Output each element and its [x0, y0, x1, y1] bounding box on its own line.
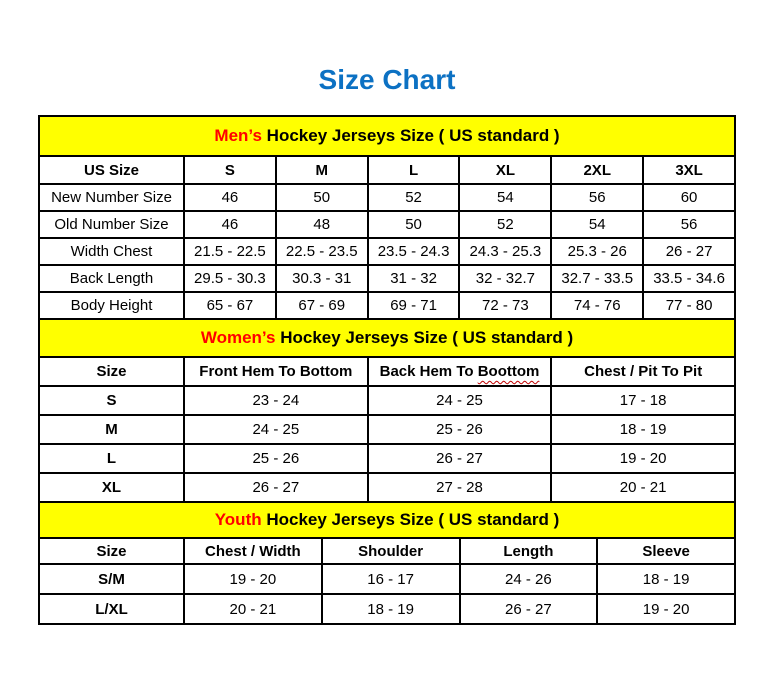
cell: 50 [276, 184, 368, 211]
cell: 48 [276, 211, 368, 238]
col-header: S [184, 156, 276, 184]
cell: 56 [551, 184, 643, 211]
table-row [39, 184, 735, 211]
page-title: Size Chart [318, 64, 456, 95]
youth-section-banner [39, 502, 735, 538]
table-row [39, 292, 735, 319]
table-row [39, 265, 735, 292]
mens-section-banner [39, 116, 735, 156]
table-row [39, 473, 735, 502]
cell: 29.5 - 30.3 [184, 265, 276, 292]
col-header-text: Back Hem To [379, 363, 478, 380]
cell: 22.5 - 23.5 [276, 238, 368, 265]
row-label: S/M [39, 564, 184, 594]
cell: 25 - 26 [184, 444, 368, 473]
col-header-misspelled [368, 357, 552, 386]
cell: 56 [643, 211, 735, 238]
spellcheck-underlined-word: Boottom [477, 363, 540, 380]
cell: 17 - 18 [551, 386, 735, 415]
table-row [39, 386, 735, 415]
cell: 46 [184, 184, 276, 211]
cell: 26 - 27 [643, 238, 735, 265]
mens-banner-accent: Men’s [214, 126, 262, 145]
womens-section-banner [39, 319, 735, 357]
row-label: Back Length [39, 265, 184, 292]
col-header: Chest / Pit To Pit [551, 357, 735, 386]
cell: 18 - 19 [551, 415, 735, 444]
cell: 52 [459, 211, 551, 238]
table-row [39, 238, 735, 265]
youth-header-row [39, 538, 735, 564]
cell: 77 - 80 [643, 292, 735, 319]
col-header: M [276, 156, 368, 184]
cell: 20 - 21 [551, 473, 735, 502]
row-label: XL [39, 473, 184, 502]
cell: 25 - 26 [368, 415, 552, 444]
cell: 60 [643, 184, 735, 211]
col-header: 2XL [551, 156, 643, 184]
row-label: S [39, 386, 184, 415]
cell: 25.3 - 26 [551, 238, 643, 265]
cell: 54 [551, 211, 643, 238]
cell: 32 - 32.7 [459, 265, 551, 292]
cell: 52 [368, 184, 460, 211]
cell: 27 - 28 [368, 473, 552, 502]
cell: 32.7 - 33.5 [551, 265, 643, 292]
cell: 69 - 71 [368, 292, 460, 319]
size-chart [38, 115, 738, 625]
cell: 24 - 25 [184, 415, 368, 444]
cell: 19 - 20 [551, 444, 735, 473]
cell: 23 - 24 [184, 386, 368, 415]
table-row [39, 444, 735, 473]
cell: 50 [368, 211, 460, 238]
row-label: L/XL [39, 594, 184, 624]
womens-banner-text: Hockey Jerseys Size ( US standard ) [275, 328, 574, 347]
col-header: Chest / Width [184, 538, 322, 564]
row-label: L [39, 444, 184, 473]
row-label: Width Chest [39, 238, 184, 265]
col-header: Front Hem To Bottom [184, 357, 368, 386]
cell: 19 - 20 [184, 564, 322, 594]
youth-section-banner-row [39, 502, 735, 538]
mens-section-banner-row [39, 116, 735, 156]
col-header: Size [39, 357, 184, 386]
row-label: Body Height [39, 292, 184, 319]
cell: 65 - 67 [184, 292, 276, 319]
youth-size-table [38, 501, 736, 625]
cell: 33.5 - 34.6 [643, 265, 735, 292]
table-row [39, 211, 735, 238]
table-row [39, 594, 735, 624]
col-header: Length [460, 538, 598, 564]
cell: 24.3 - 25.3 [459, 238, 551, 265]
row-label: New Number Size [39, 184, 184, 211]
cell: 26 - 27 [184, 473, 368, 502]
cell: 26 - 27 [460, 594, 598, 624]
col-header: Sleeve [597, 538, 735, 564]
col-header: US Size [39, 156, 184, 184]
cell: 19 - 20 [597, 594, 735, 624]
cell: 24 - 25 [368, 386, 552, 415]
cell: 46 [184, 211, 276, 238]
table-row [39, 415, 735, 444]
cell: 24 - 26 [460, 564, 598, 594]
womens-header-row [39, 357, 735, 386]
womens-size-table [38, 318, 736, 503]
cell: 26 - 27 [368, 444, 552, 473]
row-label: M [39, 415, 184, 444]
col-header: 3XL [643, 156, 735, 184]
cell: 20 - 21 [184, 594, 322, 624]
cell: 16 - 17 [322, 564, 460, 594]
cell: 18 - 19 [597, 564, 735, 594]
womens-section-banner-row [39, 319, 735, 357]
womens-banner-accent: Women’s [200, 328, 276, 347]
cell: 74 - 76 [551, 292, 643, 319]
cell: 72 - 73 [459, 292, 551, 319]
cell: 31 - 32 [368, 265, 460, 292]
col-header: Size [39, 538, 184, 564]
col-header: XL [459, 156, 551, 184]
cell: 21.5 - 22.5 [184, 238, 276, 265]
cell: 54 [459, 184, 551, 211]
cell: 23.5 - 24.3 [368, 238, 460, 265]
mens-size-table [38, 115, 736, 320]
row-label: Old Number Size [39, 211, 184, 238]
youth-banner-text: Hockey Jerseys Size ( US standard ) [261, 510, 560, 529]
cell: 67 - 69 [276, 292, 368, 319]
mens-header-row [39, 156, 735, 184]
cell: 18 - 19 [322, 594, 460, 624]
col-header: L [368, 156, 460, 184]
table-row [39, 564, 735, 594]
mens-banner-text: Hockey Jerseys Size ( US standard ) [261, 126, 560, 145]
cell: 30.3 - 31 [276, 265, 368, 292]
col-header: Shoulder [322, 538, 460, 564]
youth-banner-accent: Youth [214, 510, 262, 529]
